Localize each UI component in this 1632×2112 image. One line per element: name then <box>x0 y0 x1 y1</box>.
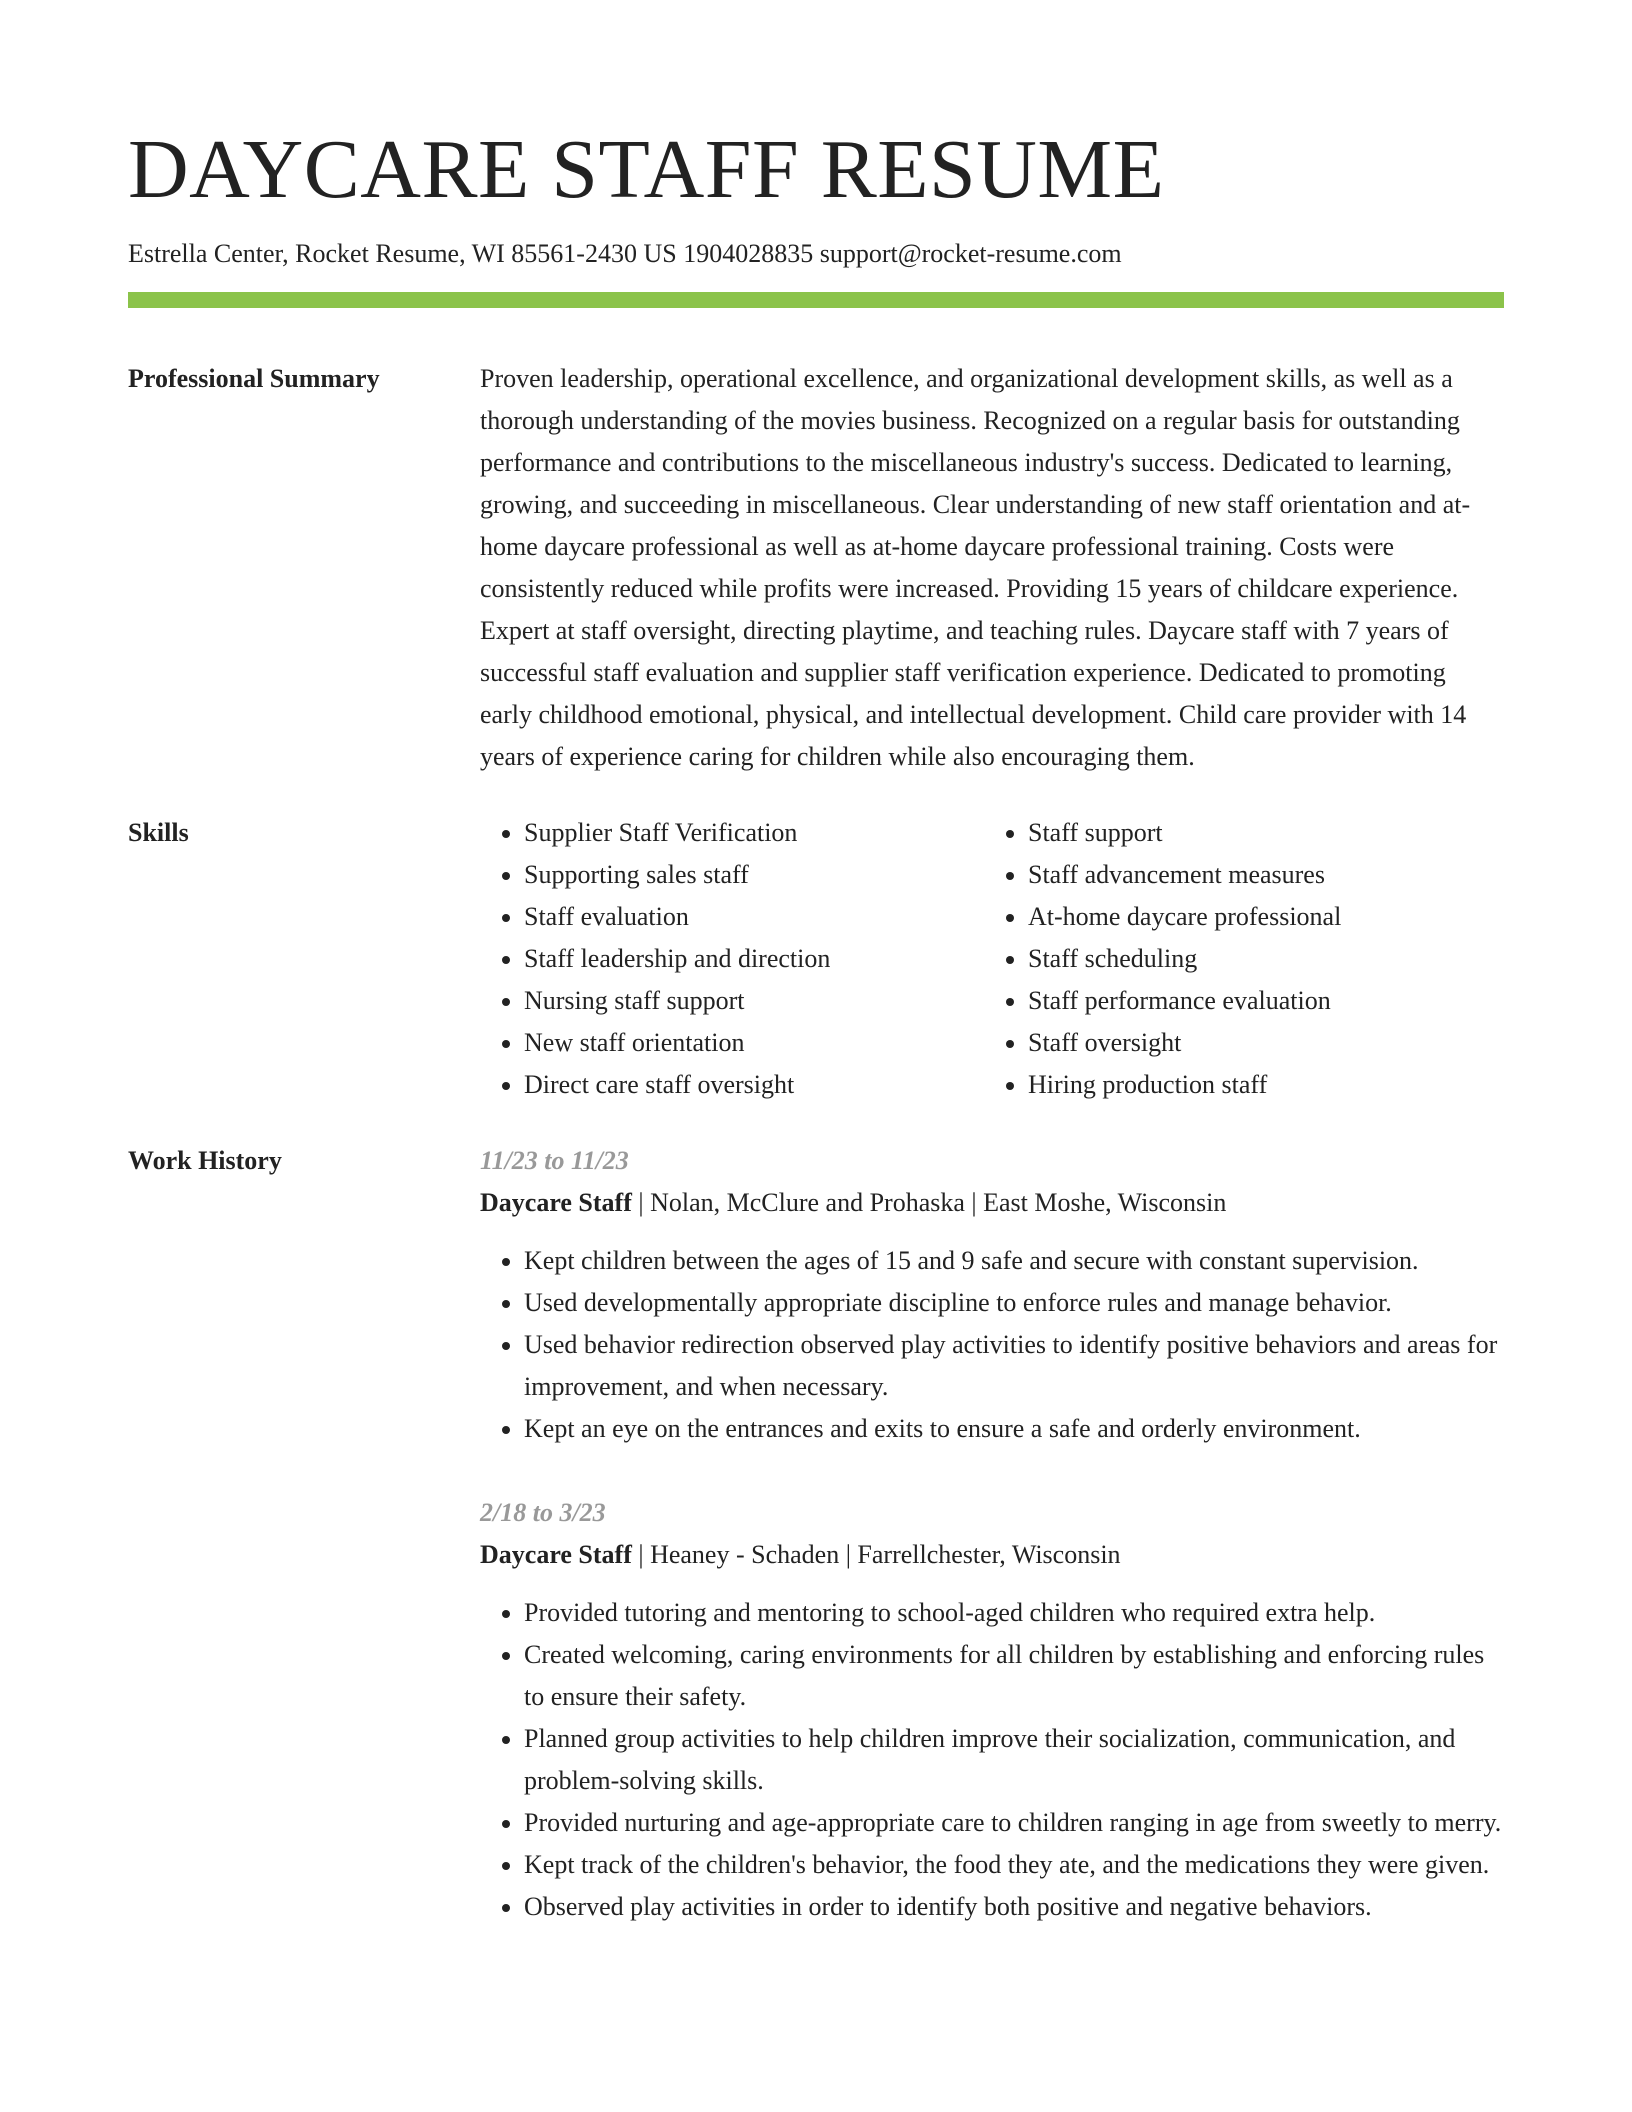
job-bullet: • Kept track of the children's behavior, the food they ate, and the medications they were given. <box>524 1844 1504 1886</box>
skill-item: • Staff oversight <box>1028 1022 1488 1064</box>
skills-list-right <box>984 812 1488 1106</box>
job-bullet: • Used developmentally appropriate discipline to enforce rules and manage behavior. <box>524 1282 1504 1324</box>
job-bullet: • Used behavior redirection observed play activities to identify positive behaviors and areas for improvement, and when necessary. <box>524 1324 1504 1408</box>
job-bullet-list <box>480 1240 1504 1450</box>
contact-line: Estrella Center, Rocket Resume, WI 85561-2430 US 1904028835 support@rocket-resume.com <box>128 239 1122 268</box>
job-employer-location: | Nolan, McClure and Prohaska | East Moshe, Wisconsin <box>631 1188 1227 1217</box>
skill-item: • Hiring production staff <box>1028 1064 1488 1106</box>
work-history-body <box>480 1140 1504 1928</box>
job-employer-location: | Heaney - Schaden | Farrellchester, Wisconsin <box>631 1540 1121 1569</box>
job-entry <box>480 1492 1504 1928</box>
skill-item: • Supplier Staff Verification <box>524 812 984 854</box>
job-entry <box>480 1140 1504 1450</box>
professional-summary-section <box>128 358 1504 778</box>
section-label-skills: Skills <box>128 818 189 847</box>
job-title: Daycare Staff <box>480 1188 632 1217</box>
section-label-work-history: Work History <box>128 1146 282 1175</box>
header-divider <box>128 292 1504 308</box>
skills-section <box>128 812 1504 1106</box>
skill-item: • Direct care staff oversight <box>524 1064 984 1106</box>
work-history-section <box>128 1140 1504 1928</box>
skill-item: • Staff advancement measures <box>1028 854 1488 896</box>
job-dates: 11/23 to 11/23 <box>480 1146 629 1175</box>
job-dates: 2/18 to 3/23 <box>480 1498 606 1527</box>
job-bullet: • Kept an eye on the entrances and exits to ensure a safe and orderly environment. <box>524 1408 1504 1450</box>
skill-item: • At-home daycare professional <box>1028 896 1488 938</box>
skill-item: • Supporting sales staff <box>524 854 984 896</box>
skill-item: • Staff evaluation <box>524 896 984 938</box>
job-bullet-list <box>480 1592 1504 1928</box>
skill-item: • Nursing staff support <box>524 980 984 1022</box>
job-heading <box>480 1182 1504 1224</box>
job-bullet: • Kept children between the ages of 15 and 9 safe and secure with constant supervision. <box>524 1240 1504 1282</box>
summary-text: Proven leadership, operational excellence, and organizational development skills, as well as a thorough understanding of the movies business. Recognized on a regular basis for outstanding performance and contributions to the miscellaneous industry's success. Dedicated to learning, growing, and succeeding in miscellaneous. Clear understanding of new staff orientation and at-home daycare professional as well as at-home daycare professional training. Costs were consistently reduced while profits were increased. Providing 15 years of childcare experience. Expert at staff oversight, directing playtime, and teaching rules. Daycare staff with 7 years of successful staff evaluation and supplier staff verification experience. Dedicated to promoting early childhood emotional, physical, and intellectual development. Child care provider with 14 years of experience caring for children while also encouraging them. <box>480 364 1471 771</box>
job-bullet: • Planned group activities to help children improve their socialization, communication, and problem-solving skills. <box>524 1718 1504 1802</box>
skill-item: • New staff orientation <box>524 1022 984 1064</box>
skill-item: • Staff support <box>1028 812 1488 854</box>
job-bullet: • Provided tutoring and mentoring to school-aged children who required extra help. <box>524 1592 1504 1634</box>
section-label-summary: Professional Summary <box>128 364 380 393</box>
skill-item: • Staff performance evaluation <box>1028 980 1488 1022</box>
resume-page <box>128 120 1504 1928</box>
job-heading <box>480 1534 1504 1576</box>
skills-columns <box>480 812 1504 1106</box>
skill-item: • Staff leadership and direction <box>524 938 984 980</box>
job-bullet: • Created welcoming, caring environments for all children by establishing and enforcing rules to ensure their safety. <box>524 1634 1504 1718</box>
job-bullet: • Provided nurturing and age-appropriate care to children ranging in age from sweetly to merry. <box>524 1802 1504 1844</box>
job-title: Daycare Staff <box>480 1540 632 1569</box>
resume-title: DAYCARE STAFF RESUME <box>128 123 1165 216</box>
skills-list-left <box>480 812 984 1106</box>
job-bullet: • Observed play activities in order to identify both positive and negative behaviors. <box>524 1886 1504 1928</box>
skill-item: • Staff scheduling <box>1028 938 1488 980</box>
